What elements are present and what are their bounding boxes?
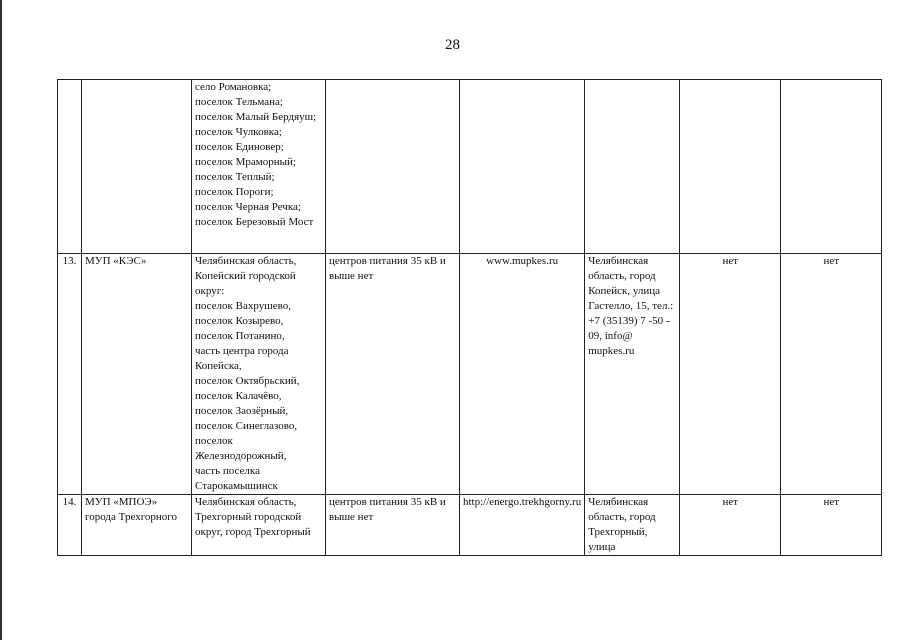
cell-col7: нет [680,495,781,556]
cell-number: 13. [58,254,82,495]
cell-col7 [680,80,781,254]
cell-organization [82,80,192,254]
cell-address: Челябинская область, город Копейск, улица Гастелло, 15, тел.: +7 (35139) 7 -50 - 09, info@ mupkes.ru [585,254,680,495]
cell-power-centers: центров питания 35 кВ и выше нет [326,495,460,556]
cell-organization: МУП «КЭС» [82,254,192,495]
page-left-edge [0,0,2,640]
cell-address [585,495,680,556]
table-row [58,254,882,495]
cell-power-centers: центров питания 35 кВ и выше нет [326,254,460,495]
cell-territory: село Романовка; поселок Тельмана; поселок Малый Бердяуш; поселок Чулковка; поселок Единовер; поселок Мраморный; поселок Теплый; поселок Пороги; поселок Черная Речка; поселок Березовый Мост [192,80,326,254]
cell-col7: нет [680,254,781,495]
organizations-table [57,79,882,556]
cell-organization: МУП «МПОЭ» города Трехгорного [82,495,192,556]
cell-website [460,80,585,254]
cell-territory-text: Челябинская область, Трехгорный городской округ, город Трехгорный [195,496,311,538]
cell-website: www.mupkes.ru [460,254,585,495]
cell-col8: нет [781,254,882,495]
cell-territory: Челябинская область, Копейский городской округ: поселок Вахрушево, поселок Козырево, поселок Потанино, часть центра города Копейска, поселок Октябрьский, поселок Калачёво, поселок Заозёрный, поселок Синеглазово, поселок Железнодорожный, часть поселка Старокамышинск [192,254,326,495]
table-row [58,80,882,254]
cell-col8 [781,80,882,254]
cell-territory [192,495,326,556]
table-row [58,495,882,556]
cell-address-text: Челябинская область, город Трехгорный, улица [588,496,656,553]
cell-website: http://energo.trekhgorny.ru [460,495,585,556]
cell-power-centers [326,80,460,254]
cell-number: 14. [58,495,82,556]
cell-number [58,80,82,254]
page-number: 28 [445,37,460,53]
cell-col8: нет [781,495,882,556]
cell-address [585,80,680,254]
